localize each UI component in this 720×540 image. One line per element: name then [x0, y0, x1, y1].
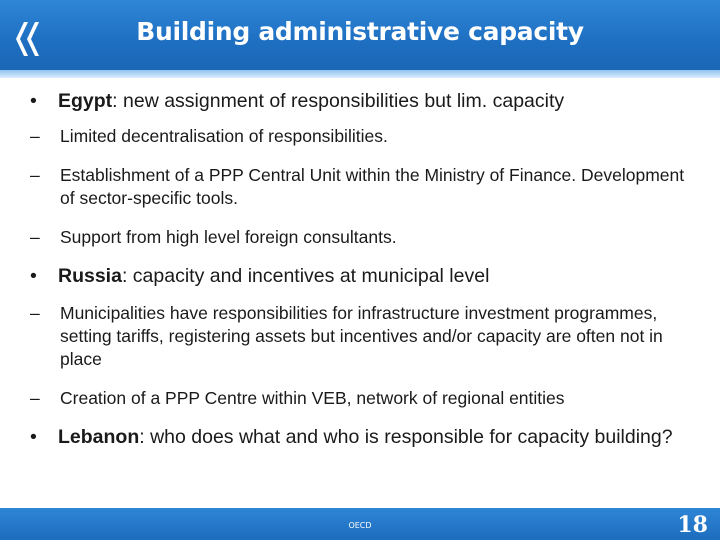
subitem-text: Limited decentralisation of responsibilities. [60, 126, 388, 146]
subitem [30, 387, 700, 410]
dash-marker: – [30, 388, 40, 408]
subitem [30, 125, 700, 148]
subitem [30, 164, 700, 210]
subitem-text: Establishment of a PPP Central Unit within the Ministry of Finance. Development of sector-specific tools. [60, 165, 685, 208]
bullet-russia [30, 263, 700, 290]
bullet-marker: • [30, 426, 37, 448]
bullet-text: : who does what and who is responsible for capacity building? [139, 426, 673, 448]
slide-title: Building administrative capacity [136, 17, 584, 46]
country-name: Egypt [58, 90, 113, 112]
subitem-text: Creation of a PPP Centre within VEB, network of regional entities [60, 388, 565, 408]
bullet-lebanon [30, 424, 700, 451]
subitem [30, 226, 700, 249]
slide-content [30, 88, 700, 467]
dash-marker: – [30, 126, 40, 146]
page-number: 18 [677, 512, 708, 538]
header-band [0, 70, 720, 78]
footer-label: OECD [348, 521, 372, 530]
bullet-text: : new assignment of responsibilities but lim. capacity [112, 90, 565, 112]
bullet-text: : capacity and incentives at municipal level [121, 265, 490, 287]
subitem-text: Municipalities have responsibilities for infrastructure investment programmes, setting tariffs, registering assets but incentives and/or capacity are often not in place [60, 303, 663, 369]
bullet-marker: • [30, 265, 37, 287]
subitem [30, 302, 700, 371]
dash-marker: – [30, 227, 40, 247]
bullet-marker: • [30, 90, 37, 112]
country-name: Lebanon [58, 426, 140, 448]
country-name: Russia [58, 265, 122, 287]
bullet-egypt [30, 88, 700, 115]
dash-marker: – [30, 303, 40, 323]
subitem-text: Support from high level foreign consultants. [60, 227, 397, 247]
dash-marker: – [30, 165, 40, 185]
